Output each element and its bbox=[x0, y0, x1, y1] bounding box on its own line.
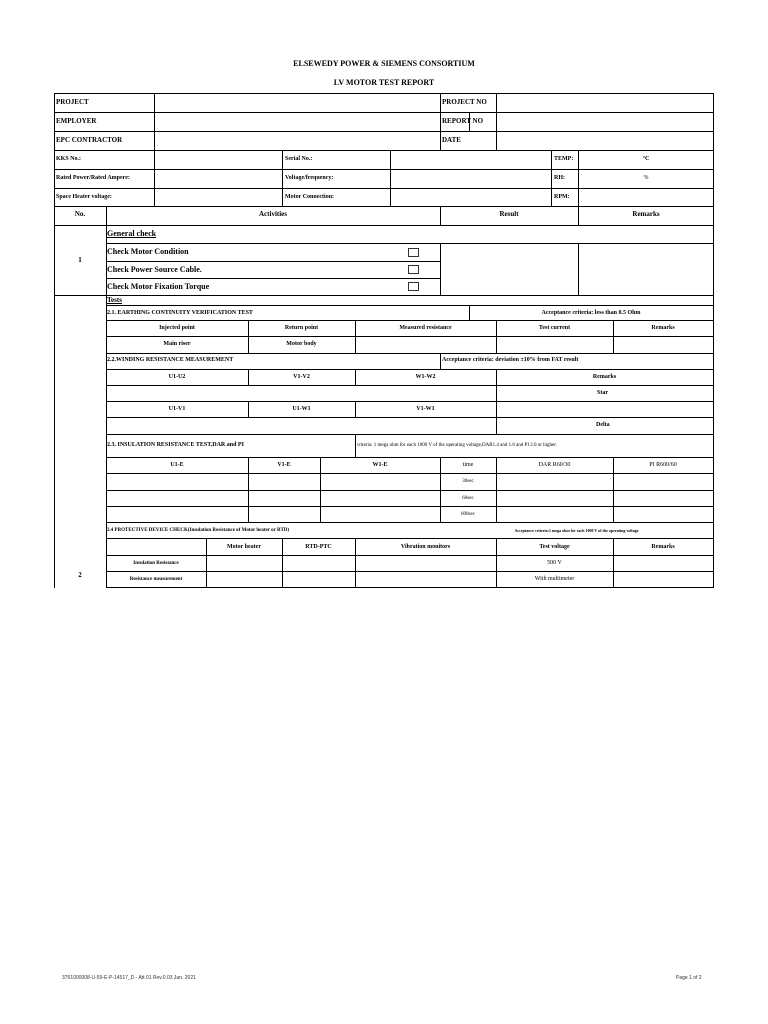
power-source-cable-checkbox[interactable] bbox=[408, 265, 419, 274]
time-60sec: 60sec bbox=[462, 496, 474, 501]
test-voltage-header: Test voltage bbox=[539, 544, 570, 550]
rh-unit: % bbox=[643, 175, 649, 181]
earthing-criteria: Acceptance criteria: less than 0.5 Ohm bbox=[541, 310, 641, 316]
activities-column-header: Activities bbox=[259, 210, 287, 218]
u1-w1-header: U1-W1 bbox=[292, 406, 311, 412]
motor-fixation-checkbox[interactable] bbox=[408, 282, 419, 291]
return-point-header: Return point bbox=[284, 325, 319, 331]
test-voltage-multimeter: With multimeter bbox=[534, 576, 575, 582]
vibration-monitors-header: Vibration monitors bbox=[400, 544, 451, 550]
earthing-remarks-header: Remarks bbox=[651, 325, 675, 331]
temp-unit: °C bbox=[642, 156, 650, 162]
test-voltage-500v: 500 V bbox=[547, 560, 562, 566]
w1-w2-header: W1-W2 bbox=[415, 374, 436, 380]
rh-label: RH: bbox=[554, 175, 565, 181]
rated-power-label: Rated Power/Rated Ampere: bbox=[56, 175, 130, 181]
section-1-number: 1 bbox=[78, 256, 82, 264]
kks-no-label: KKS No.: bbox=[56, 156, 82, 162]
project-no-label: PROJECT NO bbox=[442, 98, 487, 106]
dar-header: DAR R60/30 bbox=[538, 462, 571, 468]
protective-device-title: 2.4 PROTECTIVE DEVICE CHECK(Insulation Resistance of Motor heater or RTD) bbox=[107, 528, 290, 533]
protective-remarks-header: Remarks bbox=[651, 544, 675, 550]
time-header: time bbox=[462, 462, 474, 468]
rtd-ptc-header: RTD-PTC bbox=[305, 544, 332, 550]
section-2-number: 2 bbox=[78, 571, 82, 579]
delta-label: Delta bbox=[596, 422, 610, 428]
remarks-column-header: Remarks bbox=[632, 210, 660, 218]
motor-body-cell: Motor body bbox=[286, 341, 317, 347]
report-title: LV MOTOR TEST REPORT bbox=[333, 78, 435, 87]
v1-w1-header: V1-W1 bbox=[416, 406, 435, 412]
general-check-heading: General check bbox=[107, 229, 157, 238]
voltage-frequency-label: Voltage/frequency: bbox=[285, 175, 334, 181]
injected-point-header: Injected point bbox=[159, 325, 195, 331]
winding-criteria: Acceptance criteria: deviation ±10% from FAT result bbox=[442, 357, 579, 363]
rpm-label: RPM: bbox=[554, 194, 570, 200]
insulation-test-title: 2.3. INSULATION RESISTANCE TEST,DAR and PI bbox=[107, 442, 244, 448]
winding-remarks-header: Remarks bbox=[592, 374, 617, 380]
w1-e-header: W1-E bbox=[372, 462, 388, 468]
result-column-header: Result bbox=[499, 210, 519, 218]
company-name: ELSEWEDY POWER & SIEMENS CONSORTIUM bbox=[293, 59, 475, 68]
temp-label: TEMP: bbox=[554, 156, 574, 162]
document-reference: 3761000008-U-59-E-P-14517_D - Att.01 Rev.0.03 Jan. 2021 bbox=[62, 975, 196, 981]
time-600sec: 600sec bbox=[461, 512, 475, 517]
epc-contractor-label: EPC CONTRACTOR bbox=[56, 136, 123, 144]
motor-condition-checkbox[interactable] bbox=[408, 248, 419, 257]
motor-heater-header: Motor heater bbox=[226, 544, 262, 550]
motor-connection-label: Motor Connection: bbox=[285, 194, 335, 200]
u1-v1-header: U1-V1 bbox=[168, 406, 186, 412]
protective-device-criteria: Acceptance criteria:1 mega ohm for each 1000 V of the operating voltage bbox=[514, 528, 639, 533]
insulation-resistance-label: Insulation Resistance bbox=[133, 561, 179, 566]
u1-u2-header: U1-U2 bbox=[168, 374, 186, 380]
main-riser-cell: Main riser bbox=[163, 341, 191, 347]
measured-resistance-header: Measured resistance bbox=[399, 325, 452, 331]
pi-header: PI R600/60 bbox=[649, 462, 677, 468]
v1-e-header: V1-E bbox=[277, 462, 291, 468]
check-power-source-cable-label: Check Power Source Cable. bbox=[107, 265, 202, 274]
time-30sec: 30sec bbox=[462, 479, 474, 484]
date-label: DATE bbox=[442, 136, 461, 144]
u1-e-header: U1-E bbox=[170, 462, 184, 468]
star-label: Star bbox=[597, 390, 608, 396]
page-number: Page 1 of 2 bbox=[676, 975, 702, 981]
tests-heading: Tests bbox=[107, 296, 122, 304]
project-label: PROJECT bbox=[56, 98, 89, 106]
report-no-label: REPORT NO bbox=[442, 117, 484, 125]
check-motor-fixation-label: Check Motor Fixation Torque bbox=[107, 282, 210, 291]
earthing-test-title: 2.1. EARTHING CONTINUITY VERIFICATION TEST bbox=[107, 310, 253, 316]
serial-no-label: Serial No.: bbox=[285, 156, 313, 162]
resistance-measurement-label: Resistance measurement bbox=[129, 577, 183, 582]
space-heater-label: Space Heater voltage: bbox=[56, 194, 112, 200]
no-column-header: No. bbox=[74, 210, 86, 218]
test-current-header: Test current bbox=[538, 325, 571, 331]
check-motor-condition-label: Check Motor Condition bbox=[107, 247, 189, 256]
employer-label: EMPLOYER bbox=[56, 117, 97, 125]
winding-test-title: 2.2.WINDING RESISTANCE MEASUREMENT bbox=[107, 357, 234, 363]
v1-v2-header: V1-V2 bbox=[293, 374, 310, 380]
insulation-criteria: criteria: 1 mega ohm for each 1000 V of the operating voltage,DAR1.4 and 1.6 and PI 2.0 or higher. bbox=[357, 443, 557, 448]
